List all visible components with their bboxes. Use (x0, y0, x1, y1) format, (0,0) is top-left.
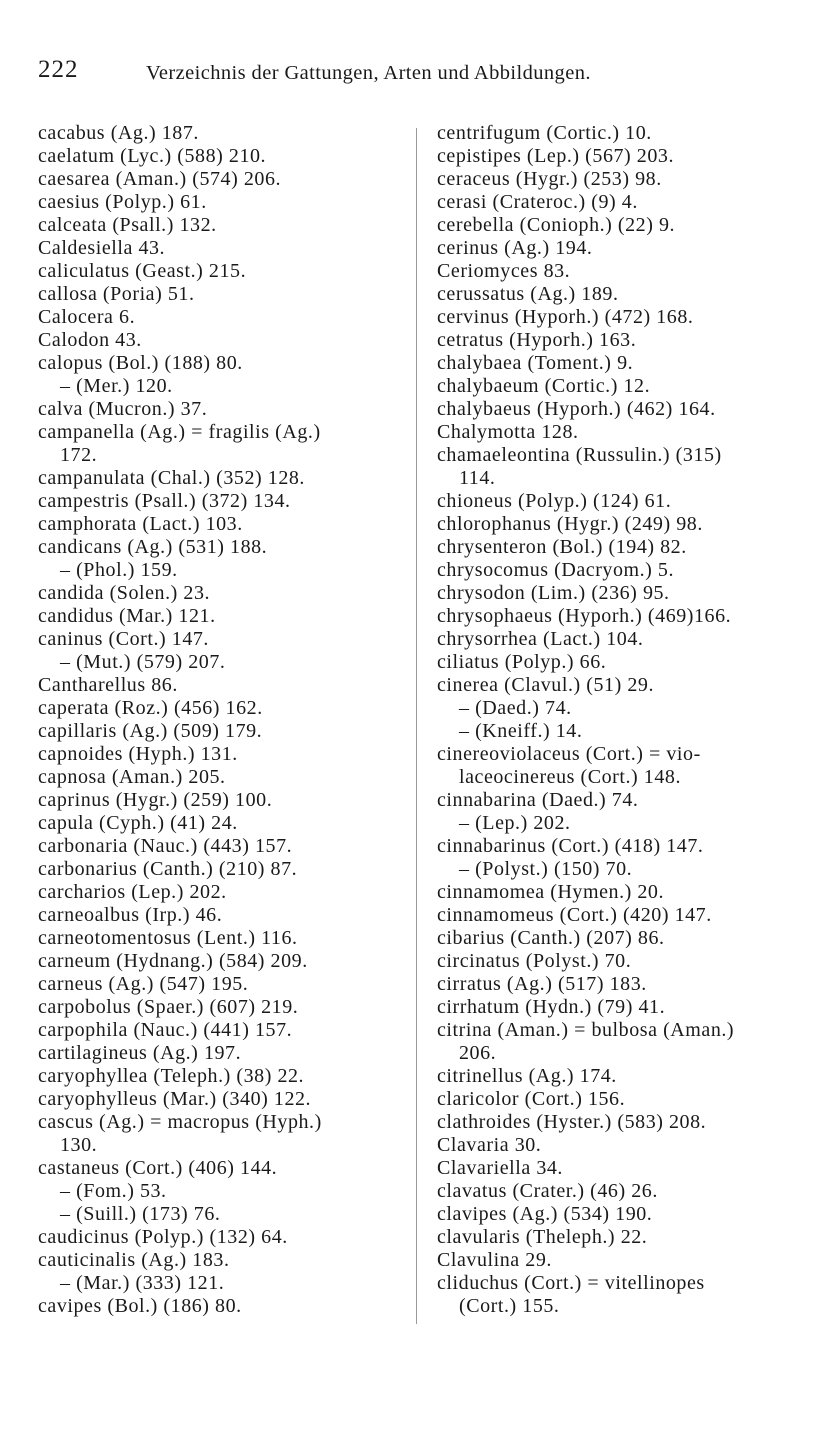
page-header (38, 56, 798, 92)
index-entry: campanulata (Chal.) (352) 128. (38, 467, 305, 489)
index-entry: chlorophanus (Hygr.) (249) 98. (437, 513, 703, 535)
index-entry: cirrhatum (Hydn.) (79) 41. (437, 996, 666, 1018)
index-entry: chrysocomus (Dacryom.) 5. (437, 559, 675, 581)
index-entry: cavipes (Bol.) (186) 80. (38, 1295, 242, 1317)
index-entry: caryophylleus (Mar.) (340) 122. (38, 1088, 312, 1110)
index-entry: citrinellus (Ag.) 174. (437, 1065, 617, 1087)
index-entry: cervinus (Hyporh.) (472) 168. (437, 306, 694, 328)
index-entry-continuation: laceocinereus (Cort.) 148. (459, 766, 681, 788)
index-entry: clathroides (Hyster.) (583) 208. (437, 1111, 707, 1133)
index-entry: carneotomentosus (Lent.) 116. (38, 927, 298, 949)
index-entry: caudicinus (Polyp.) (132) 64. (38, 1226, 288, 1248)
index-entry: caelatum (Lyc.) (588) 210. (38, 145, 267, 167)
index-entry-continuation: – (Mar.) (333) 121. (60, 1272, 225, 1294)
index-entry: Ceriomyces 83. (437, 260, 571, 282)
index-entry: chrysenteron (Bol.) (194) 82. (437, 536, 687, 558)
index-entry: campestris (Psall.) (372) 134. (38, 490, 291, 512)
index-entry: calceata (Psall.) 132. (38, 214, 217, 236)
index-entry: candidus (Mar.) 121. (38, 605, 216, 627)
index-entry: cerasi (Crateroc.) (9) 4. (437, 191, 638, 213)
index-entry-continuation: – (Kneiff.) 14. (459, 720, 583, 742)
index-entry: cibarius (Canth.) (207) 86. (437, 927, 665, 949)
index-entry: caryophyllea (Teleph.) (38) 22. (38, 1065, 305, 1087)
index-entry-continuation: – (Daed.) 74. (459, 697, 572, 719)
index-entry: cartilagineus (Ag.) 197. (38, 1042, 242, 1064)
index-entry: carpobolus (Spaer.) (607) 219. (38, 996, 299, 1018)
index-entry-continuation: (Cort.) 155. (459, 1295, 560, 1317)
index-entry: cepistipes (Lep.) (567) 203. (437, 145, 675, 167)
column-divider (416, 128, 417, 1324)
index-entry-continuation: – (Mer.) 120. (60, 375, 173, 397)
index-entry: carpophila (Nauc.) (441) 157. (38, 1019, 293, 1041)
index-entry: caperata (Roz.) (456) 162. (38, 697, 263, 719)
index-entry: Clavulina 29. (437, 1249, 552, 1271)
index-entry: chrysophaeus (Hyporh.) (469)166. (437, 605, 732, 627)
index-entry: chioneus (Polyp.) (124) 61. (437, 490, 672, 512)
index-entry: caninus (Cort.) 147. (38, 628, 209, 650)
index-entry: citrina (Aman.) = bulbosa (Aman.) (437, 1019, 735, 1041)
index-entry: calopus (Bol.) (188) 80. (38, 352, 243, 374)
index-entry: caesarea (Aman.) (574) 206. (38, 168, 282, 190)
index-entry: cinnabarina (Daed.) 74. (437, 789, 639, 811)
index-entry-continuation: 206. (459, 1042, 497, 1064)
index-entry: cetratus (Hyporh.) 163. (437, 329, 637, 351)
index-entry: chalybaea (Toment.) 9. (437, 352, 634, 374)
running-title: Verzeichnis der Gattungen, Arten und Abbildungen. (146, 62, 591, 84)
index-entry: capnoides (Hyph.) 131. (38, 743, 238, 765)
index-entry: capnosa (Aman.) 205. (38, 766, 226, 788)
index-entry: Calodon 43. (38, 329, 142, 351)
index-entry: capillaris (Ag.) (509) 179. (38, 720, 263, 742)
index-entry: Clavariella 34. (437, 1157, 563, 1179)
index-entry: cinnabarinus (Cort.) (418) 147. (437, 835, 704, 857)
index-entry: camphorata (Lact.) 103. (38, 513, 243, 535)
index-entry-continuation: – (Suill.) (173) 76. (60, 1203, 221, 1225)
index-entry: ceraceus (Hygr.) (253) 98. (437, 168, 662, 190)
index-column-right (437, 122, 805, 1318)
index-entry-continuation: – (Polyst.) (150) 70. (459, 858, 633, 880)
index-entry: ciliatus (Polyp.) 66. (437, 651, 607, 673)
index-entry: cinnamomeus (Cort.) (420) 147. (437, 904, 712, 926)
index-entry-continuation: 130. (60, 1134, 98, 1156)
index-entry: centrifugum (Cortic.) 10. (437, 122, 652, 144)
index-entry: castaneus (Cort.) (406) 144. (38, 1157, 278, 1179)
index-entry: caliculatus (Geast.) 215. (38, 260, 247, 282)
index-entry: caprinus (Hygr.) (259) 100. (38, 789, 273, 811)
index-entry: callosa (Poria) 51. (38, 283, 195, 305)
index-entry: cascus (Ag.) = macropus (Hyph.) (38, 1111, 322, 1133)
index-entry: cinnamomea (Hymen.) 20. (437, 881, 665, 903)
index-entry: clavipes (Ag.) (534) 190. (437, 1203, 653, 1225)
index-entry: chrysodon (Lim.) (236) 95. (437, 582, 670, 604)
index-entry: carneus (Ag.) (547) 195. (38, 973, 249, 995)
index-entry: candicans (Ag.) (531) 188. (38, 536, 268, 558)
index-entry: carbonaria (Nauc.) (443) 157. (38, 835, 293, 857)
index-entry: capula (Cyph.) (41) 24. (38, 812, 238, 834)
index-entry: cauticinalis (Ag.) 183. (38, 1249, 230, 1271)
index-entry: circinatus (Polyst.) 70. (437, 950, 632, 972)
index-entry-continuation: – (Fom.) 53. (60, 1180, 167, 1202)
index-entry: Cantharellus 86. (38, 674, 178, 696)
index-entry: cliduchus (Cort.) = vitellinopes (437, 1272, 705, 1294)
index-entry: cerinus (Ag.) 194. (437, 237, 593, 259)
index-entry: chrysorrhea (Lact.) 104. (437, 628, 644, 650)
index-entry: cerebella (Conioph.) (22) 9. (437, 214, 676, 236)
index-entry: carbonarius (Canth.) (210) 87. (38, 858, 298, 880)
index-entry-continuation: – (Lep.) 202. (459, 812, 571, 834)
index-entry: clavularis (Theleph.) 22. (437, 1226, 648, 1248)
index-entry: cinerea (Clavul.) (51) 29. (437, 674, 654, 696)
index-entry: clavatus (Crater.) (46) 26. (437, 1180, 658, 1202)
page-number: 222 (38, 56, 79, 83)
index-entry: carneum (Hydnang.) (584) 209. (38, 950, 308, 972)
index-entry: claricolor (Cort.) 156. (437, 1088, 626, 1110)
index-entry: cinereoviolaceus (Cort.) = vio- (437, 743, 701, 765)
index-entry: Calocera 6. (38, 306, 136, 328)
index-entry: Clavaria 30. (437, 1134, 542, 1156)
index-entry: chalybaeum (Cortic.) 12. (437, 375, 651, 397)
index-entry-continuation: – (Phol.) 159. (60, 559, 178, 581)
index-column-left (38, 122, 403, 1318)
index-entry: cerussatus (Ag.) 189. (437, 283, 619, 305)
index-entry: caesius (Polyp.) 61. (38, 191, 207, 213)
index-entry: cirratus (Ag.) (517) 183. (437, 973, 647, 995)
index-entry-continuation: 114. (459, 467, 496, 489)
index-entry: chalybaeus (Hyporh.) (462) 164. (437, 398, 716, 420)
index-entry: candida (Solen.) 23. (38, 582, 211, 604)
index-entry: cacabus (Ag.) 187. (38, 122, 199, 144)
index-entry: campanella (Ag.) = fragilis (Ag.) (38, 421, 321, 443)
index-entry: carneoalbus (Irp.) 46. (38, 904, 223, 926)
index-entry-continuation: 172. (60, 444, 98, 466)
index-entry: Chalymotta 128. (437, 421, 579, 443)
index-entry: Caldesiella 43. (38, 237, 166, 259)
index-entry: calva (Mucron.) 37. (38, 398, 208, 420)
index-entry: carcharios (Lep.) 202. (38, 881, 227, 903)
index-entry-continuation: – (Mut.) (579) 207. (60, 651, 226, 673)
index-entry: chamaeleontina (Russulin.) (315) (437, 444, 722, 466)
